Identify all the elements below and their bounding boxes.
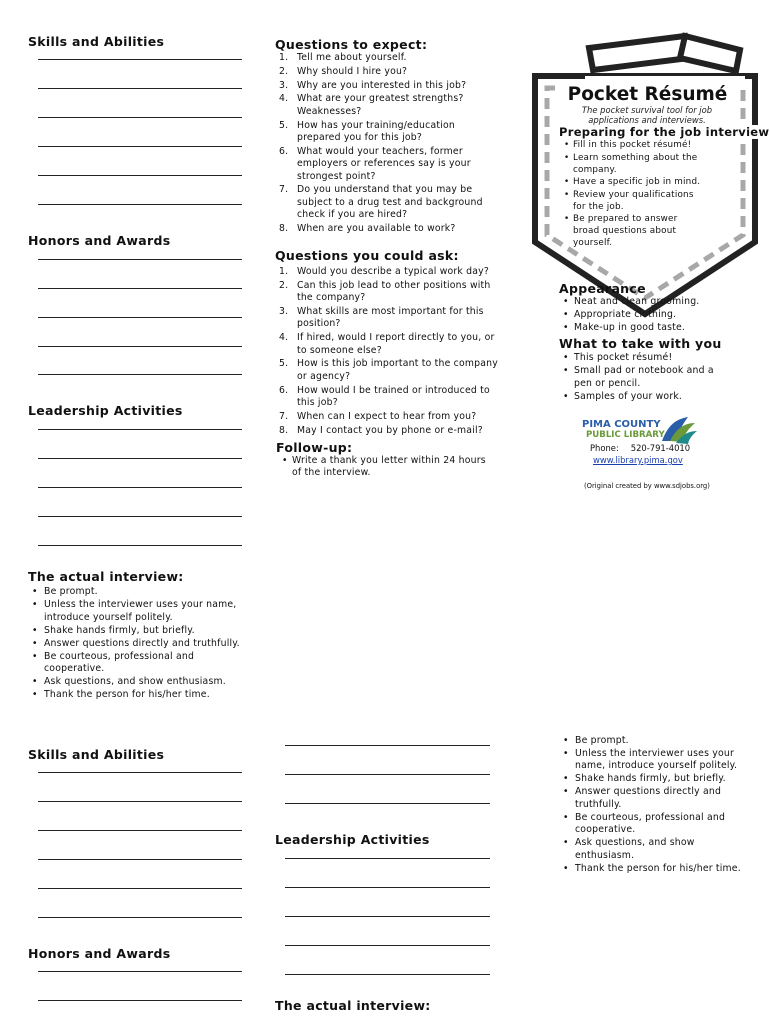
list-item: 3. Why are you interested in this job? [279,79,467,91]
list-item: 2. Can this job lead to other positions with the company? [279,279,491,304]
list-item: • Answer questions directly and truthfully. [557,786,749,811]
preparing-heading: Preparing for the job interview [559,125,770,139]
list-item: 3. What skills are most important for this position? [279,306,484,330]
list-item: • Be prompt. [26,586,241,598]
skills-line[interactable] [38,859,242,860]
leadership-heading: Leadership Activities [28,403,183,418]
list-item: • Unless the interviewer uses your name, introduce yourself politely. [557,748,749,773]
credit-text: (Original created by www.sdjobs.org) [584,482,710,490]
logo-line1: PIMA COUNTY [582,419,661,430]
honors-line[interactable] [285,774,490,775]
list-item: 7. When can I expect to hear from you? [279,410,477,422]
honors-line[interactable] [38,971,242,972]
take-with-heading: What to take with you [559,336,722,351]
take-with-list [558,352,723,404]
list-item: • Be courteous, professional and cooperative. [557,812,749,837]
questions-ask-heading: Questions you could ask: [275,248,459,263]
list-item: • Learn something about the company. [563,152,705,176]
skills-line[interactable] [38,917,242,918]
honors-heading: Honors and Awards [28,233,171,248]
leadership-line[interactable] [38,487,242,488]
library-phone [590,443,690,453]
skills-heading: Skills and Abilities [28,34,165,49]
list-item: • Unless the interviewer uses your name, introduce yourself politely. [26,599,241,624]
questions-expect-list [275,52,500,237]
list-item: • Answer questions directly and truthfully. [26,638,241,650]
honors-line[interactable] [285,745,490,746]
honors-line[interactable] [38,374,242,375]
skills-line[interactable] [38,88,242,89]
list-item: 4. If hired, would I report directly to you, or to someone else? [279,332,495,356]
list-item: • Small pad or notebook and a pen or pencil. [558,365,723,390]
leadership-line[interactable] [38,458,242,459]
list-item: • Be prepared to answer broad questions about yourself. [563,213,705,249]
honors-heading-bottom: Honors and Awards [28,946,171,961]
honors-line[interactable] [38,259,242,260]
list-item: • Have a specific job in mind. [563,176,705,188]
honors-line[interactable] [38,317,242,318]
list-item: • Review your qualifications for the job. [563,189,705,213]
skills-line[interactable] [38,204,242,205]
appearance-heading: Appearance [559,281,646,296]
skills-line[interactable] [38,772,242,773]
list-item: • Make-up in good taste. [558,322,738,334]
leadership-line[interactable] [38,545,242,546]
list-item: 6. How would I be trained or introduced to this job? [279,384,490,409]
skills-line[interactable] [38,146,242,147]
questions-expect-heading: Questions to expect: [275,37,428,52]
library-url-link[interactable]: www.library.pima.gov [593,455,683,465]
honors-line[interactable] [38,346,242,347]
skills-line[interactable] [38,59,242,60]
logo-line2: PUBLIC LIBRARY [586,430,665,440]
list-item: 5. How is this job important to the company or agency? [279,358,498,382]
list-item: • Ask questions, and show enthusiasm. [26,676,241,688]
list-item: • Ask questions, and show enthusiasm. [557,837,749,862]
skills-line[interactable] [38,117,242,118]
list-item: 1. Tell me about yourself. [279,52,407,63]
list-item: • Write a thank you letter within 24 hours of the interview. [280,455,490,480]
cover-title: Pocket Résumé [555,84,740,106]
appearance-list [558,296,738,336]
leadership-line[interactable] [285,916,490,917]
list-item: • Appropriate clothing. [558,309,738,321]
list-item: • Fill in this pocket résumé! [563,139,705,151]
skills-line[interactable] [38,830,242,831]
follow-up-list [280,455,490,481]
phone-label: Phone: [590,443,619,453]
skills-line[interactable] [38,175,242,176]
leadership-line[interactable] [285,945,490,946]
book-pages-icon [660,415,698,445]
actual-interview-heading: The actual interview: [28,569,184,584]
list-item: 4. What are your greatest strengths? Weaknesses? [279,93,464,117]
actual-interview-heading-bottom: The actual interview: [275,998,431,1013]
list-item: • Shake hands firmly, but briefly. [26,625,241,637]
phone-number: 520-791-4010 [630,443,691,453]
list-item: • Be prompt. [557,735,749,747]
list-item: 1. Would you describe a typical work day? [279,266,489,277]
actual-interview-list [26,586,241,702]
list-item: • Be courteous, professional and cooperative. [26,651,241,676]
follow-up-heading: Follow-up: [276,440,353,455]
leadership-heading-bottom: Leadership Activities [275,832,430,847]
skills-heading-bottom: Skills and Abilities [28,747,165,762]
list-item: 2. Why should I hire you? [279,65,408,77]
list-item: • This pocket résumé! [558,352,723,364]
skills-line[interactable] [38,888,242,889]
list-item: 5. How has your training/education prepared you for this job? [279,119,455,143]
honors-line[interactable] [38,1000,242,1001]
list-item: • Neat and clean grooming. [558,296,738,308]
list-item: 8. When are you available to work? [279,223,456,235]
actual-interview-list-bottom [557,735,749,876]
list-item: • Thank the person for his/her time. [26,689,241,701]
list-item: • Thank the person for his/her time. [557,863,749,875]
honors-line[interactable] [38,288,242,289]
preparing-list [563,139,705,250]
list-item: • Samples of your work. [558,391,723,403]
list-item: 6. What would your teachers, former employers or references say is your strongest point? [279,145,471,182]
list-item: 7. Do you understand that you may be subject to a drug test and background check if you are hired? [279,184,483,221]
list-item: 8. May I contact you by phone or e-mail? [279,424,483,436]
leadership-line[interactable] [285,858,490,859]
skills-line[interactable] [38,801,242,802]
leadership-line[interactable] [285,887,490,888]
list-item: • Shake hands firmly, but briefly. [557,773,749,785]
leadership-line[interactable] [38,429,242,430]
leadership-line[interactable] [38,516,242,517]
honors-line[interactable] [285,803,490,804]
cover-subtitle: The pocket survival tool for job applications and interviews. [581,105,713,125]
pima-library-logo [582,418,700,444]
leadership-line[interactable] [285,974,490,975]
questions-ask-list [275,266,500,438]
